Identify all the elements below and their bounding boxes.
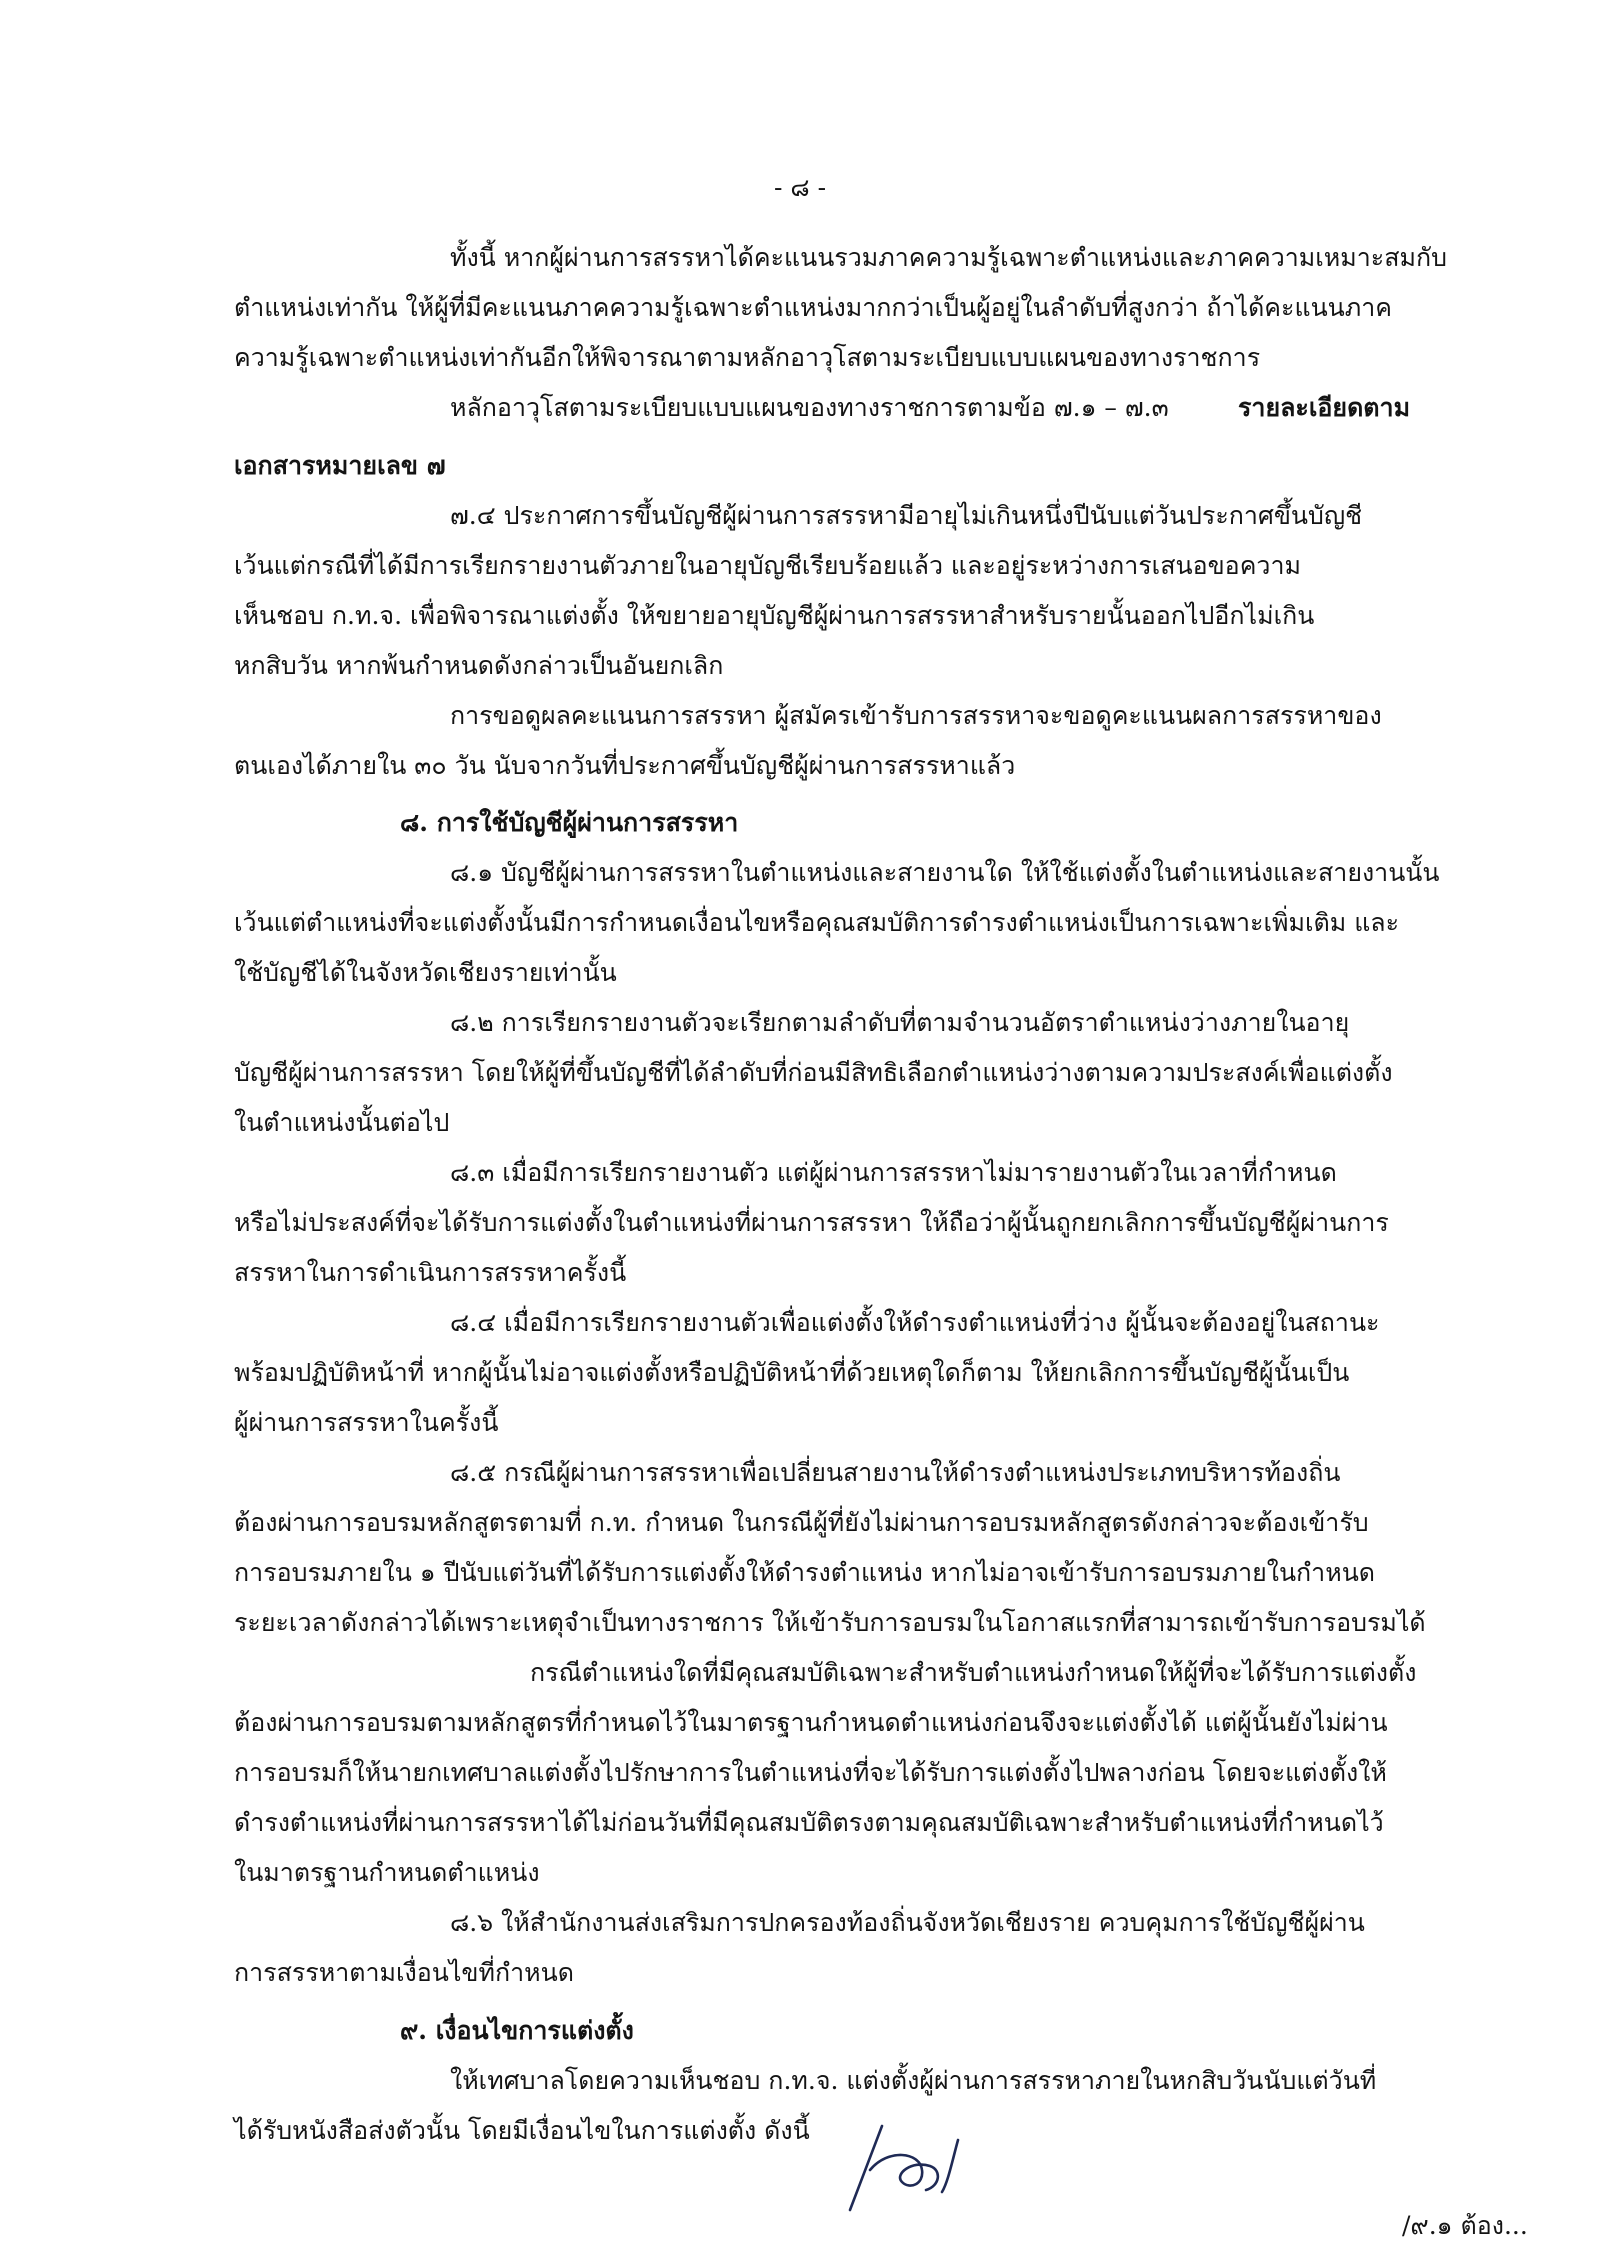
- paragraph-line: ต้องผ่านการอบรมตามหลักสูตรที่กำหนดไว้ในมาตรฐานกำหนดตำแหน่งก่อนจึงจะแต่งตั้งได้ แต่ผู้นั้นยังไม่ผ่าน: [234, 1708, 1388, 1737]
- paragraph-line: ๘.๑ บัญชีผู้ผ่านการสรรหาในตำแหน่งและสายงานใด ให้ใช้แต่งตั้งในตำแหน่งและสายงานนั้น: [450, 858, 1440, 887]
- paragraph-line: ทั้งนี้ หากผู้ผ่านการสรรหาได้คะแนนรวมภาคความรู้เฉพาะตำแหน่งและภาคความเหมาะสมกับ: [450, 243, 1447, 272]
- paragraph-line: ระยะเวลาดังกล่าวได้เพราะเหตุจำเป็นทางราชการ ให้เข้ารับการอบรมในโอกาสแรกที่สามารถเข้ารับการอบรมได้: [234, 1608, 1426, 1637]
- paragraph-line: ๘.๖ ให้สำนักงานส่งเสริมการปกครองท้องถิ่นจังหวัดเชียงราย ควบคุมการใช้บัญชีผู้ผ่าน: [450, 1908, 1365, 1937]
- paragraph-line: ในตำแหน่งนั้นต่อไป: [234, 1108, 450, 1137]
- paragraph-line: การอบรมก็ให้นายกเทศบาลแต่งตั้งไปรักษาการในตำแหน่งที่จะได้รับการแต่งตั้งไปพลางก่อน โดยจะแต่งตั้งให้: [234, 1758, 1387, 1787]
- paragraph-line: บัญชีผู้ผ่านการสรรหา โดยให้ผู้ที่ขึ้นบัญชีที่ได้ลำดับที่ก่อนมีสิทธิเลือกตำแหน่งว่างตามความประสงค์เพื่อแต่งตั้ง: [234, 1058, 1393, 1087]
- paragraph-line: ๘.๓ เมื่อมีการเรียกรายงานตัว แต่ผู้ผ่านการสรรหาไม่มารายงานตัวในเวลาที่กำหนด: [450, 1158, 1337, 1187]
- paragraph-line-bold: รายละเอียดตาม: [1238, 393, 1411, 422]
- paragraph-line: เว้นแต่ตำแหน่งที่จะแต่งตั้งนั้นมีการกำหนดเงื่อนไขหรือคุณสมบัติการดำรงตำแหน่งเป็นการเฉพาะเพิ่มเติม และ: [234, 908, 1400, 937]
- page-number: - ๘ -: [773, 173, 827, 202]
- paragraph-line: การขอดูผลคะแนนการสรรหา ผู้สมัครเข้ารับการสรรหาจะขอดูคะแนนผลการสรรหาของ: [450, 701, 1382, 730]
- paragraph-line: พร้อมปฏิบัติหน้าที่ หากผู้นั้นไม่อาจแต่งตั้งหรือปฏิบัติหน้าที่ด้วยเหตุใดก็ตาม ให้ยกเลิกการขึ้นบัญชีผู้นั้นเป็น: [234, 1358, 1350, 1387]
- paragraph-line: ตำแหน่งเท่ากัน ให้ผู้ที่มีคะแนนภาคความรู้เฉพาะตำแหน่งมากกว่าเป็นผู้อยู่ในลำดับที่สูงกว่า ถ้าได้คะแนนภาค: [234, 293, 1392, 322]
- paragraph-line: การอบรมภายใน ๑ ปีนับแต่วันที่ได้รับการแต่งตั้งให้ดำรงตำแหน่ง หากไม่อาจเข้ารับการอบรมภายในกำหนด: [234, 1558, 1376, 1587]
- paragraph-line-bold: เอกสารหมายเลข ๗: [234, 451, 446, 480]
- paragraph-line: ๗.๔ ประกาศการขึ้นบัญชีผู้ผ่านการสรรหามีอายุไม่เกินหนึ่งปีนับแต่วันประกาศขึ้นบัญชี: [450, 501, 1363, 530]
- paragraph-line: ๘.๔ เมื่อมีการเรียกรายงานตัวเพื่อแต่งตั้งให้ดำรงตำแหน่งที่ว่าง ผู้นั้นจะต้องอยู่ในสถานะ: [450, 1308, 1380, 1337]
- paragraph-line: ต้องผ่านการอบรมหลักสูตรตามที่ ก.ท. กำหนด ในกรณีผู้ที่ยังไม่ผ่านการอบรมหลักสูตรดังกล่าวจะต้องเข้ารับ: [234, 1508, 1369, 1537]
- paragraph-line: หรือไม่ประสงค์ที่จะได้รับการแต่งตั้งในตำแหน่งที่ผ่านการสรรหา ให้ถือว่าผู้นั้นถูกยกเลิกการขึ้นบัญชีผู้ผ่านการ: [234, 1208, 1389, 1237]
- paragraph-line: ตนเองได้ภายใน ๓๐ วัน นับจากวันที่ประกาศขึ้นบัญชีผู้ผ่านการสรรหาแล้ว: [234, 751, 1016, 780]
- paragraph-line: ๘.๒ การเรียกรายงานตัวจะเรียกตามลำดับที่ตามจำนวนอัตราตำแหน่งว่างภายในอายุ: [450, 1008, 1350, 1037]
- signature-mark: [830, 2118, 1000, 2218]
- paragraph-line: หกสิบวัน หากพ้นกำหนดดังกล่าวเป็นอันยกเลิก: [234, 651, 724, 680]
- continuation-reference: /๙.๑ ต้อง...: [1402, 2211, 1528, 2240]
- paragraph-line: ให้เทศบาลโดยความเห็นชอบ ก.ท.จ. แต่งตั้งผู้ผ่านการสรรหาภายในหกสิบวันนับแต่วันที่: [450, 2066, 1377, 2095]
- paragraph-line: ๘.๕ กรณีผู้ผ่านการสรรหาเพื่อเปลี่ยนสายงานให้ดำรงตำแหน่งประเภทบริหารท้องถิ่น: [450, 1458, 1341, 1487]
- paragraph-line: ได้รับหนังสือส่งตัวนั้น โดยมีเงื่อนไขในการแต่งตั้ง ดังนี้: [234, 2116, 810, 2145]
- paragraph-line: หลักอาวุโสตามระเบียบแบบแผนของทางราชการตามข้อ ๗.๑ – ๗.๓: [450, 393, 1169, 422]
- section-heading: ๙. เงื่อนไขการแต่งตั้ง: [400, 2016, 634, 2045]
- paragraph-line: เห็นชอบ ก.ท.จ. เพื่อพิจารณาแต่งตั้ง ให้ขยายอายุบัญชีผู้ผ่านการสรรหาสำหรับรายนั้นออกไปอีกไม่เกิน: [234, 601, 1315, 630]
- paragraph-line: ดำรงตำแหน่งที่ผ่านการสรรหาได้ไม่ก่อนวันที่มีคุณสมบัติตรงตามคุณสมบัติเฉพาะสำหรับตำแหน่งที่กำหนดไว้: [234, 1808, 1384, 1837]
- paragraph-line: เว้นแต่กรณีที่ได้มีการเรียกรายงานตัวภายในอายุบัญชีเรียบร้อยแล้ว และอยู่ระหว่างการเสนอขอความ: [234, 551, 1301, 580]
- paragraph-line: ผู้ผ่านการสรรหาในครั้งนี้: [234, 1408, 499, 1437]
- paragraph-line: ความรู้เฉพาะตำแหน่งเท่ากันอีกให้พิจารณาตามหลักอาวุโสตามระเบียบแบบแผนของทางราชการ: [234, 343, 1261, 372]
- paragraph-line: สรรหาในการดำเนินการสรรหาครั้งนี้: [234, 1258, 627, 1287]
- section-heading: ๘. การใช้บัญชีผู้ผ่านการสรรหา: [400, 808, 739, 837]
- paragraph-line: ใช้บัญชีได้ในจังหวัดเชียงรายเท่านั้น: [234, 958, 617, 987]
- paragraph-line: ในมาตรฐานกำหนดตำแหน่ง: [234, 1858, 540, 1887]
- paragraph-line: การสรรหาตามเงื่อนไขที่กำหนด: [234, 1958, 574, 1987]
- paragraph-line: กรณีตำแหน่งใดที่มีคุณสมบัติเฉพาะสำหรับตำแหน่งกำหนดให้ผู้ที่จะได้รับการแต่งตั้ง: [530, 1658, 1417, 1687]
